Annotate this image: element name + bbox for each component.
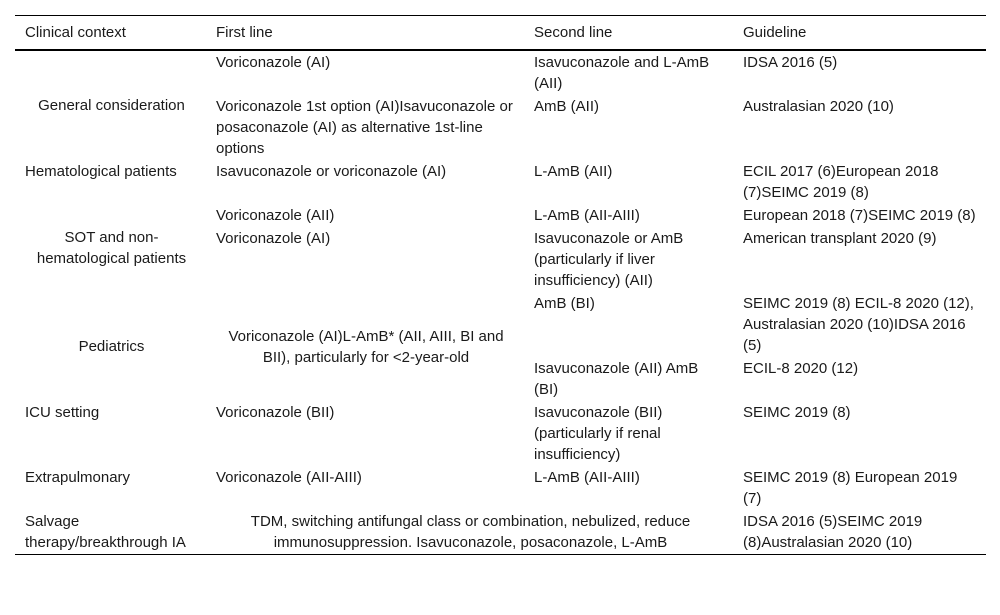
- guideline-cell: ECIL-8 2020 (12): [743, 360, 859, 377]
- first-line-cell: Voriconazole 1st option (AI)Isavuconazole or posaconazole (AI) as alternative 1st-line options: [216, 98, 513, 157]
- treatment-table: [15, 15, 986, 555]
- header-first-line: First line: [206, 16, 524, 51]
- second-line-cell: Isavuconazole or AmB (particularly if liver insufficiency) (AII): [534, 230, 684, 289]
- context-salvage: Salvage therapy/breakthrough IA: [15, 510, 206, 555]
- combined-line-cell: TDM, switching antifungal class or combination, nebulized, reduce immunosuppression. Isavuconazole, posaconazole, L-AmB: [206, 510, 733, 555]
- header-clinical-context: Clinical context: [15, 16, 206, 51]
- guideline-cell: IDSA 2016 (5)SEIMC 2019 (8)Australasian 2020 (10): [733, 510, 986, 555]
- second-line-cell: Isavuconazole (BII) (particularly if renal insufficiency): [534, 404, 663, 463]
- header-row: [15, 16, 986, 51]
- header-second-line: Second line: [524, 16, 733, 51]
- second-line-cell: L-AmB (AII): [534, 163, 613, 180]
- guideline-cell: SEIMC 2019 (8) European 2019 (7): [743, 469, 958, 507]
- first-line-cell: Voriconazole (AII-AIII): [216, 469, 362, 486]
- second-line-cell: L-AmB (AII-AIII): [534, 207, 640, 224]
- table-row: [15, 510, 986, 555]
- first-line-cell: Voriconazole (AI)L-AmB* (AII, AIII, BI and BII), particularly for <2-year-old: [228, 327, 504, 366]
- guideline-cell: ECIL 2017 (6)European 2018 (7)SEIMC 2019 (8): [743, 163, 939, 201]
- second-line-cell: Isavuconazole and L-AmB (AII): [534, 54, 710, 92]
- context-icu: ICU setting: [25, 404, 100, 421]
- guideline-cell: SEIMC 2019 (8): [743, 404, 851, 421]
- second-line-cell: Isavuconazole (AII) AmB (BI): [534, 360, 699, 398]
- context-sot: SOT and non-hematological patients: [36, 229, 187, 267]
- first-line-cell: Voriconazole (AI): [216, 230, 331, 247]
- table-row: [15, 50, 986, 95]
- table-row: [15, 466, 986, 510]
- table-container: [15, 15, 986, 555]
- table-row: [15, 204, 986, 227]
- table-row: [15, 292, 986, 357]
- table-row: [15, 160, 986, 204]
- first-line-cell: Voriconazole (AI): [216, 54, 331, 71]
- context-general: General consideration: [38, 97, 185, 114]
- guideline-cell: SEIMC 2019 (8) ECIL-8 2020 (12), Australasian 2020 (10)IDSA 2016 (5): [743, 295, 974, 354]
- guideline-cell: American transplant 2020 (9): [743, 230, 937, 247]
- second-line-cell: AmB (BI): [534, 295, 595, 312]
- first-line-cell: Voriconazole (AII): [216, 207, 335, 224]
- guideline-cell: European 2018 (7)SEIMC 2019 (8): [743, 207, 976, 224]
- context-pediatrics: Pediatrics: [78, 338, 145, 355]
- second-line-cell: L-AmB (AII-AIII): [534, 469, 640, 486]
- first-line-cell: Voriconazole (BII): [216, 404, 335, 421]
- table-row: [15, 401, 986, 466]
- guideline-cell: IDSA 2016 (5): [743, 54, 838, 71]
- header-guideline: Guideline: [733, 16, 986, 51]
- first-line-cell: Isavuconazole or voriconazole (AI): [216, 163, 447, 180]
- second-line-cell: AmB (AII): [534, 98, 600, 115]
- context-extrapulmonary: Extrapulmonary: [25, 469, 131, 486]
- guideline-cell: Australasian 2020 (10): [743, 98, 894, 115]
- context-hematological: Hematological patients: [25, 163, 177, 180]
